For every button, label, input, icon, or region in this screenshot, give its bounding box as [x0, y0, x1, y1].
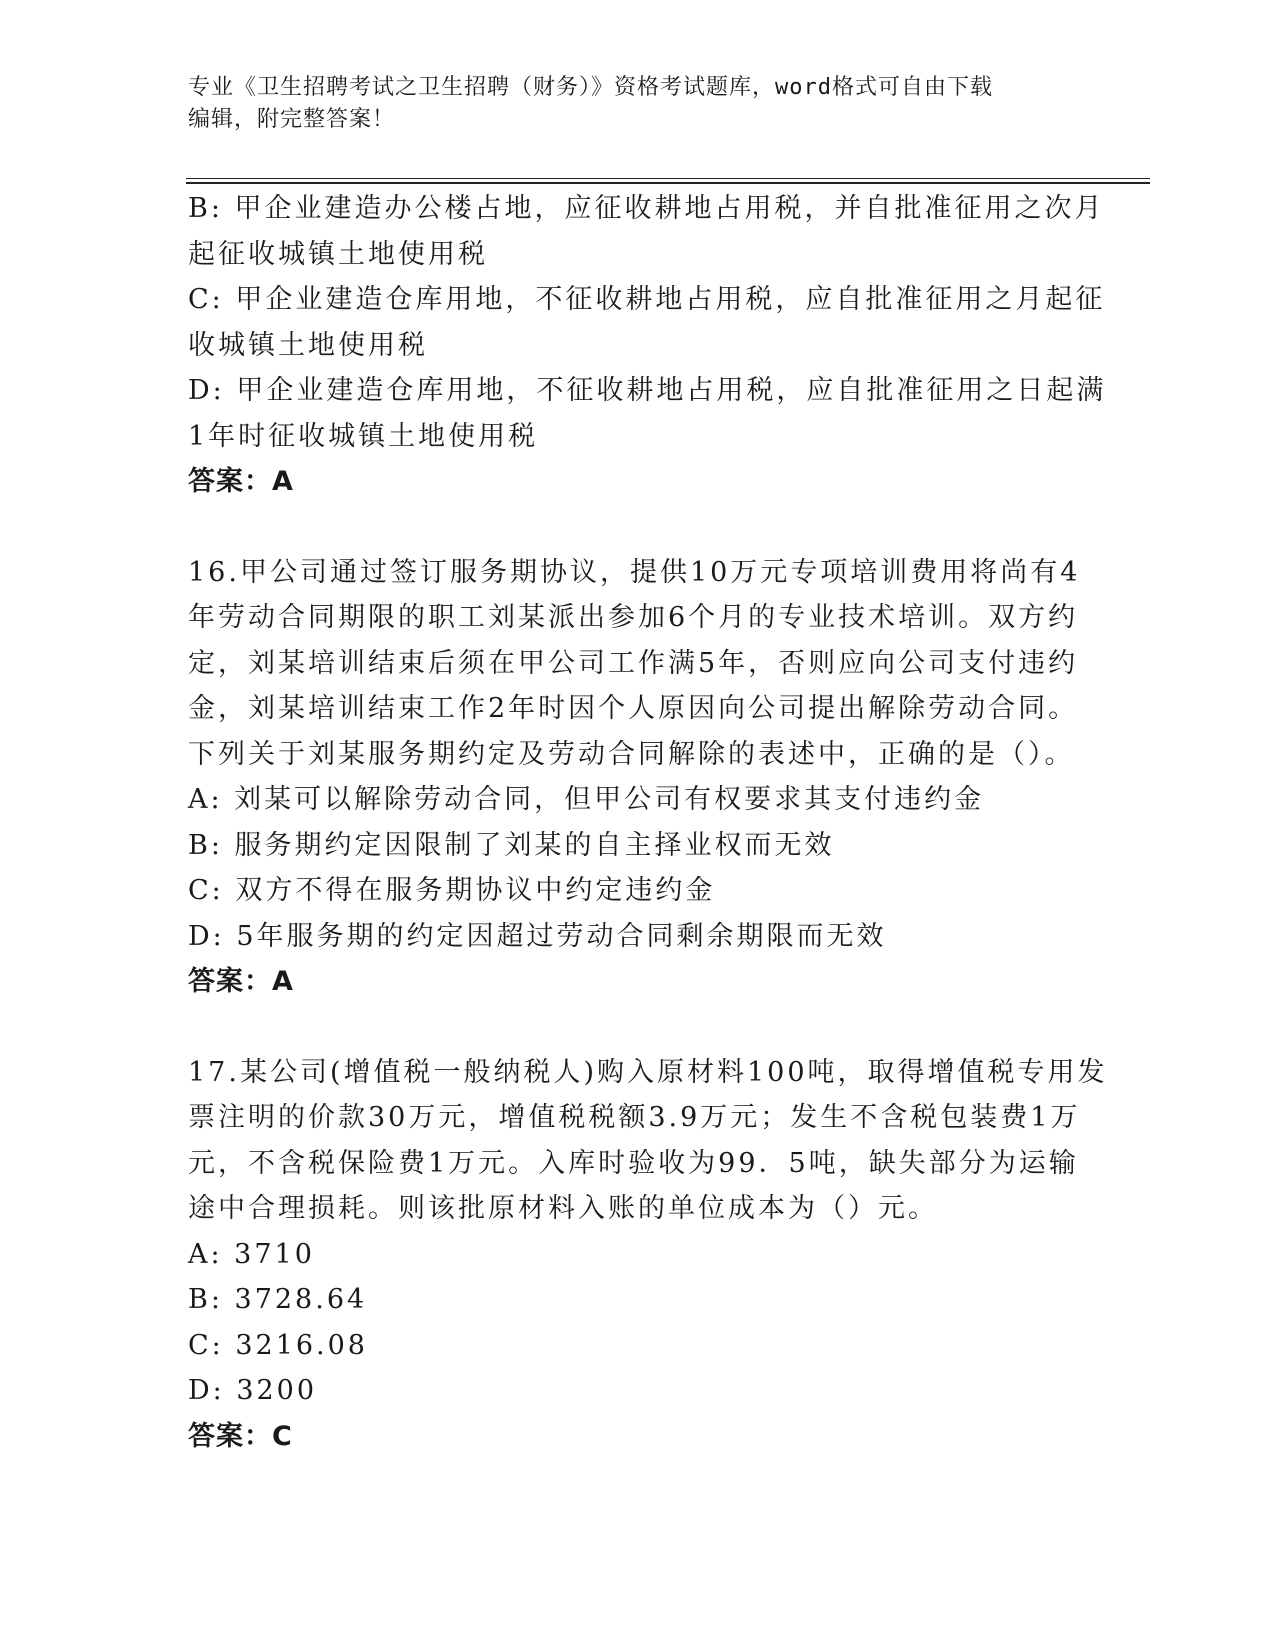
- question-stem-line: 元，不含税保险费1万元。入库时验收为99．5吨，缺失部分为运输: [188, 1147, 1079, 1179]
- answer-label: 答案：C: [188, 1420, 293, 1452]
- spacer: [188, 1005, 1068, 1050]
- option-b: B: 3728.64: [188, 1284, 368, 1315]
- option-c: C: 3216.08: [188, 1329, 368, 1361]
- answer-label: 答案：A: [188, 966, 294, 997]
- option-d-line-2: 1年时征收城镇土地使用税: [188, 420, 539, 452]
- option-a: A: 刘某可以解除劳动合同，但甲公司有权要求其支付违约金: [188, 784, 985, 815]
- header-line-2: 编辑，附完整答案！: [188, 107, 396, 132]
- question-stem-line: 16.甲公司通过签订服务期协议，提供10万元专项培训费用将尚有4: [188, 556, 1081, 588]
- question-stem-line: 票注明的价款30万元，增值税税额3.9万元；发生不含税包装费1万: [188, 1102, 1081, 1133]
- question-stem-line: 途中合理损耗。则该批原材料入账的单位成本为（）元。: [188, 1193, 938, 1224]
- question-stem-line: 17.某公司(增值税一般纳税人)购入原材料100吨，取得增值税专用发: [188, 1056, 1108, 1088]
- option-c-line-1: C: 甲企业建造仓库用地，不征收耕地占用税，应自批准征用之月起征: [188, 284, 1106, 315]
- question-stem-line: 金，刘某培训结束工作2年时因个人原因向公司提出解除劳动合同。: [188, 693, 1079, 724]
- option-d-line-1: D: 甲企业建造仓库用地，不征收耕地占用税，应自批准征用之日起满: [188, 375, 1107, 406]
- option-b-line-1: B: 甲企业建造办公楼占地，应征收耕地占用税，并自批准征用之次月: [188, 193, 1105, 224]
- option-d: D: 3200: [188, 1375, 318, 1406]
- header-line-1: 专业《卫生招聘考试之卫生招聘（财务）》资格考试题库，word格式可自由下载: [188, 75, 993, 100]
- question-16: [188, 550, 1081, 1005]
- option-c-line-2: 收城镇土地使用税: [188, 329, 428, 361]
- question-stem-line: 年劳动合同期限的职工刘某派出参加6个月的专业技术培训。双方约: [188, 602, 1079, 633]
- option-c: C: 双方不得在服务期协议中约定违约金: [188, 875, 716, 906]
- header-divider: [186, 178, 1150, 184]
- question-stem-line: 下列关于刘某服务期约定及劳动合同解除的表述中，正确的是（）。: [188, 738, 1075, 770]
- option-b: B: 服务期约定因限制了刘某的自主择业权而无效: [188, 829, 835, 861]
- question-stem-line: 定，刘某培训结束后须在甲公司工作满5年，否则应向公司支付违约: [188, 647, 1079, 679]
- page-header: [188, 72, 1068, 136]
- question-15-tail: [188, 186, 1107, 505]
- question-17: [188, 1050, 1108, 1460]
- option-a: A: 3710: [188, 1238, 315, 1270]
- question-content: [188, 186, 1108, 1459]
- answer-label: 答案：A: [188, 466, 294, 497]
- option-d: D: 5年服务期的约定因超过劳动合同剩余期限而无效: [188, 920, 887, 952]
- spacer: [188, 505, 1068, 550]
- option-b-line-2: 起征收城镇土地使用税: [188, 238, 488, 270]
